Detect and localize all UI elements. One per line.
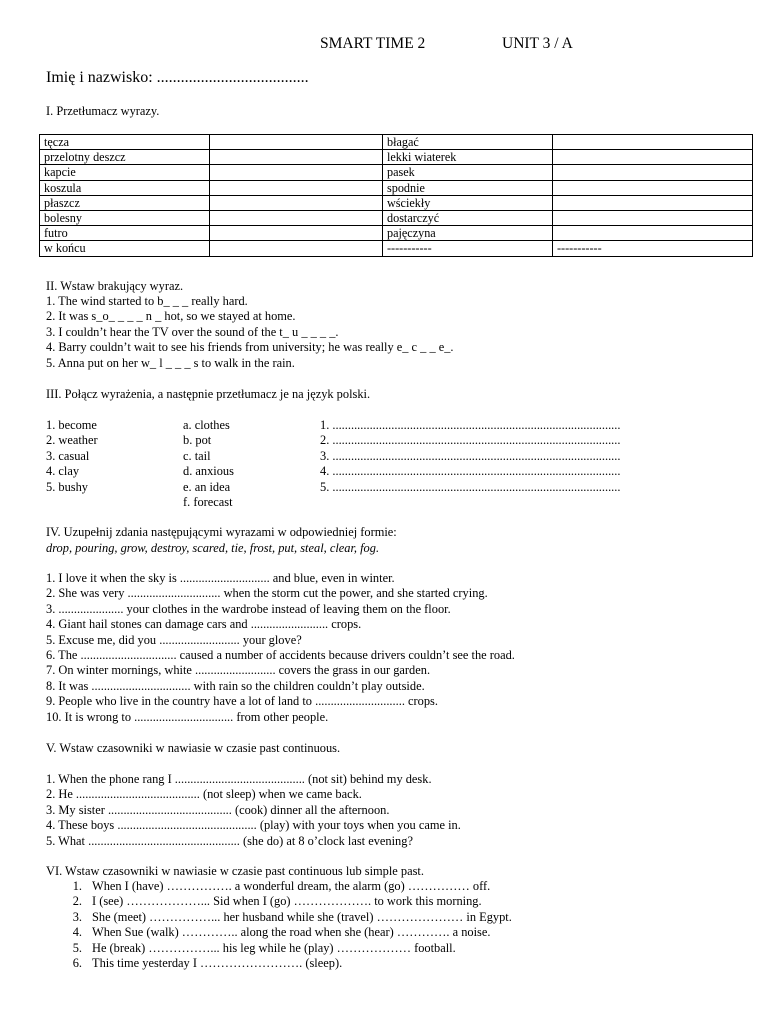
section-5-list [46, 772, 461, 849]
list-item: e. an idea [183, 479, 231, 494]
translation-cell [210, 211, 383, 226]
list-item: 3. ..................... your clothes in the wardrobe instead of leaving them on the floor. [46, 601, 451, 616]
item-number: 2. [72, 894, 82, 909]
section-6-heading: VI. Wstaw czasowniki w nawiasie w czasie past continuous lub simple past. [46, 864, 424, 878]
list-item: 3. I couldn’t hear the TV over the sound of the t_ u _ _ _ _. [46, 324, 339, 339]
list-item: 4. clay [46, 464, 80, 479]
translation-cell [210, 241, 383, 256]
vocab-word-cell: ----------- [383, 241, 553, 256]
answer-line: 2. ............................................................................................. [320, 433, 621, 448]
translation-cell [553, 226, 753, 241]
translation-cell [553, 150, 753, 165]
item-text: When Sue (walk) ………….. along the road when she (hear) …………. a noise. [92, 925, 491, 940]
table-row [40, 135, 753, 150]
list-item: 5. bushy [46, 479, 88, 494]
list-item: 1. become [46, 418, 97, 432]
list-item: 5. What ................................................. (she do) at 8 o’clock last evening? [46, 833, 413, 848]
translation-cell [210, 195, 383, 210]
unit-label: UNIT 3 / A [502, 35, 573, 52]
section-3-right-column [183, 418, 234, 510]
name-field-line: Imię i nazwisko: ...................................... [46, 69, 309, 86]
translation-cell: ----------- [553, 241, 753, 256]
list-item: 1. When the phone rang I .......................................... (not sit) behind my desk. [46, 772, 432, 786]
section-3-answer-lines [320, 418, 740, 495]
item-text: She (meet) ……………... her husband while she (travel) ………………… in Egypt. [92, 909, 512, 924]
table-row [40, 195, 753, 210]
answer-line: 4. ............................................................................................. [320, 464, 621, 479]
item-text: He (break) ……………... his leg while he (play) ……………… football. [92, 940, 456, 955]
section-4-heading: IV. Uzupełnij zdania następującymi wyrazami w odpowiedniej formie: [46, 525, 397, 539]
translation-cell [210, 165, 383, 180]
table-row [40, 226, 753, 241]
vocab-word-cell: płaszcz [40, 195, 210, 210]
vocab-word-cell: wściekły [383, 195, 553, 210]
list-item: d. anxious [183, 464, 234, 479]
list-item: 4. These boys ............................................. (play) with your toys when you came in. [46, 818, 461, 833]
vocab-word-cell: błagać [383, 135, 553, 150]
vocab-word-cell: w końcu [40, 241, 210, 256]
section-2-list [46, 294, 454, 371]
list-item: 2. It was s_o_ _ _ _ n _ hot, so we stayed at home. [46, 309, 296, 324]
list-item: f. forecast [183, 494, 233, 509]
list-item: 2. He ........................................ (not sleep) when we came back. [46, 787, 362, 802]
vocab-word-cell: tęcza [40, 135, 210, 150]
translation-cell [210, 180, 383, 195]
item-number: 1. [72, 879, 82, 893]
vocab-word-cell: lekki wiaterek [383, 150, 553, 165]
translation-cell [553, 135, 753, 150]
vocab-word-cell: pajęczyna [383, 226, 553, 241]
translation-cell [553, 211, 753, 226]
list-item: 10. It is wrong to ................................ from other people. [46, 709, 329, 724]
section-1-heading: I. Przetłumacz wyrazy. [46, 104, 160, 118]
table-row [40, 150, 753, 165]
list-item: 4. Giant hail stones can damage cars and ......................... crops. [46, 617, 362, 632]
item-number: 6. [72, 955, 82, 970]
list-item: 8. It was ................................ with rain so the children couldn’t play outside. [46, 678, 425, 693]
translation-cell [553, 195, 753, 210]
list-item: b. pot [183, 433, 212, 448]
section-2-heading: II. Wstaw brakujący wyraz. [46, 279, 184, 293]
item-text: When I (have) ……………. a wonderful dream, the alarm (go) …………… off. [92, 879, 491, 893]
section-4-list [46, 571, 515, 725]
table-row [40, 165, 753, 180]
section-4-word-bank: drop, pouring, grow, destroy, scared, tie, frost, put, steal, clear, fog. [46, 541, 380, 555]
vocab-word-cell: spodnie [383, 180, 553, 195]
answer-line: 5. ............................................................................................. [320, 479, 621, 494]
vocab-word-cell: dostarczyć [383, 211, 553, 226]
item-text: This time yesterday I ……………………. (sleep). [92, 955, 343, 970]
translation-cell [210, 226, 383, 241]
list-item: c. tail [183, 448, 211, 463]
item-number: 3. [72, 909, 82, 924]
translation-cell [553, 165, 753, 180]
answer-line: 1. ............................................................................................. [320, 418, 621, 432]
vocab-word-cell: futro [40, 226, 210, 241]
list-item: 2. She was very .............................. when the storm cut the power, and she started crying. [46, 586, 488, 601]
list-item: 3. My sister ........................................ (cook) dinner all the afternoon. [46, 802, 390, 817]
list-item: 9. People who live in the country have a lot of land to ............................. crops. [46, 694, 438, 709]
translation-cell [210, 150, 383, 165]
table-row [40, 211, 753, 226]
list-item: 4. Barry couldn’t wait to see his friends from university; he was really e_ c _ _ e_. [46, 340, 454, 355]
item-text: I (see) ………………... Sid when I (go) ………………. to work this morning. [92, 894, 482, 909]
section-3-left-column [46, 418, 98, 495]
list-item: 1. The wind started to b_ _ _ really hard. [46, 294, 248, 308]
vocab-word-cell: koszula [40, 180, 210, 195]
list-item: 5. Excuse me, did you .......................... your glove? [46, 632, 302, 647]
answer-line: 3. ............................................................................................. [320, 448, 621, 463]
vocab-word-cell: kapcie [40, 165, 210, 180]
table-row [40, 241, 753, 256]
list-item: 3. casual [46, 448, 90, 463]
section-5-heading: V. Wstaw czasowniki w nawiasie w czasie past continuous. [46, 741, 341, 755]
vocabulary-table [39, 134, 753, 257]
item-number: 5. [72, 940, 82, 955]
translation-cell [553, 180, 753, 195]
list-item: a. clothes [183, 418, 230, 432]
list-item: 7. On winter mornings, white .......................... covers the grass in our garden. [46, 663, 431, 678]
vocab-word-cell: przelotny deszcz [40, 150, 210, 165]
list-item: 1. I love it when the sky is ............................. and blue, even in winter. [46, 571, 395, 585]
vocab-word-cell: bolesny [40, 211, 210, 226]
vocab-word-cell: pasek [383, 165, 553, 180]
translation-cell [210, 135, 383, 150]
section-3-heading: III. Połącz wyrażenia, a następnie przetłumacz je na język polski. [46, 387, 371, 401]
worksheet-title: SMART TIME 2 [320, 35, 426, 52]
item-number: 4. [72, 925, 82, 940]
list-item: 2. weather [46, 433, 98, 448]
list-item: 6. The ............................... caused a number of accidents because drivers couldn’t see the road. [46, 647, 515, 662]
list-item: 5. Anna put on her w_ l _ _ _ s to walk in the rain. [46, 355, 295, 370]
table-row [40, 180, 753, 195]
